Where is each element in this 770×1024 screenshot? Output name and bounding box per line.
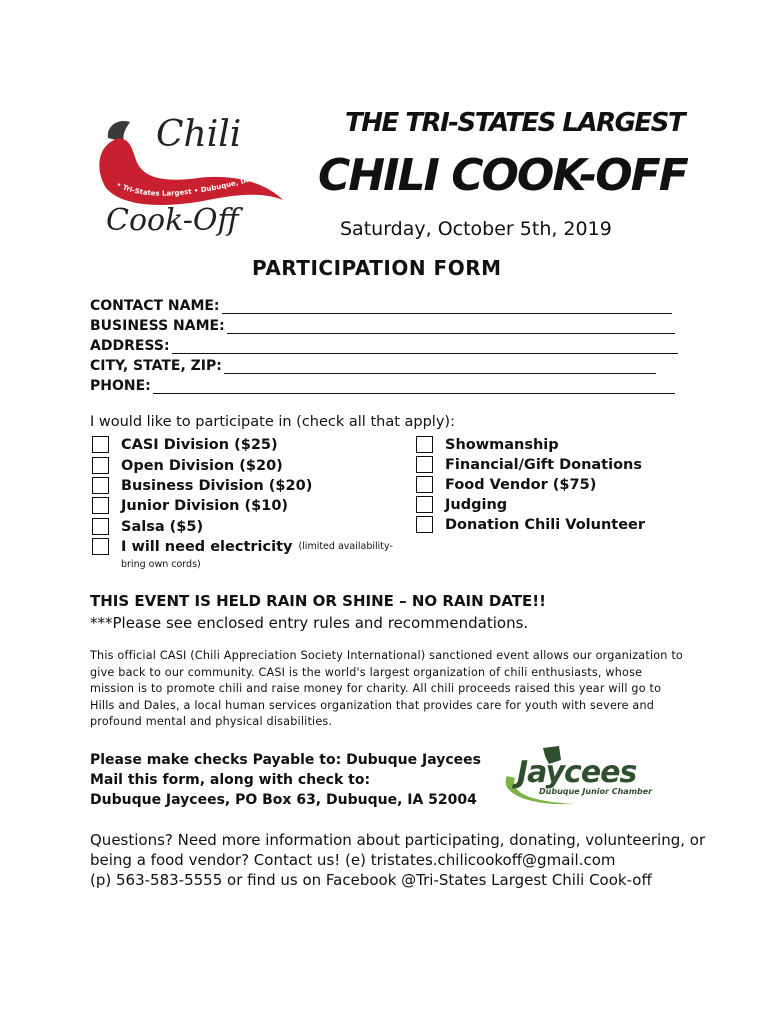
- rain-or-shine-notice: THIS EVENT IS HELD RAIN OR SHINE – NO RAIN DATE!!: [90, 592, 546, 610]
- form-title: PARTICIPATION FORM: [252, 256, 502, 280]
- business-name-field[interactable]: [90, 314, 675, 334]
- business-name-label: BUSINESS NAME:: [90, 318, 225, 334]
- checkbox[interactable]: [416, 496, 433, 513]
- phone-label: PHONE:: [90, 378, 151, 394]
- contact-name-field[interactable]: [90, 294, 672, 314]
- checkbox[interactable]: [92, 457, 109, 474]
- option-open-division[interactable]: [92, 457, 283, 474]
- option-salsa[interactable]: [92, 518, 203, 535]
- jaycees-tagline: Dubuque Junior Chamber: [539, 787, 653, 796]
- jaycees-wordmark: Jaycees: [517, 755, 637, 790]
- checkbox[interactable]: [92, 477, 109, 494]
- option-label: Business Division ($20): [121, 477, 313, 494]
- option-label: Open Division ($20): [121, 457, 283, 474]
- checkbox[interactable]: [92, 538, 109, 555]
- questions-line-1: Questions? Need more information about participating, donating, volunteering, or: [90, 831, 706, 849]
- logo-ribbon-text: • Tri-States Largest • Dubuque, IA •: [115, 174, 257, 198]
- option-label: I will need electricity: [121, 538, 293, 555]
- option-junior-division[interactable]: [92, 497, 288, 514]
- checkbox[interactable]: [92, 436, 109, 453]
- option-casi-division[interactable]: [92, 436, 278, 453]
- option-label: Judging: [445, 496, 508, 513]
- option-label: Showmanship: [445, 436, 559, 453]
- casi-description: This official CASI (Chili Appreciation Society International) sanctioned event allows our organization to give back to our community. CASI is the world's largest organization of chili enthusiasts, whose mission is to promote chili and raise money for charity. All chili proceeds raised this year will go to Hills and Dales, a local human services organization that provides care for youth with severe and profound mental and physical disabilities.: [90, 649, 683, 729]
- headline-chili-cookoff: CHILI COOK-OFF: [318, 150, 687, 201]
- contact-name-line[interactable]: [222, 299, 672, 314]
- option-label: Junior Division ($10): [121, 497, 289, 514]
- checkbox[interactable]: [92, 518, 109, 535]
- checkbox[interactable]: [416, 436, 433, 453]
- checkbox[interactable]: [92, 497, 109, 514]
- participation-intro: I would like to participate in (check all that apply):: [90, 414, 455, 430]
- option-donation-chili-volunteer[interactable]: [416, 516, 645, 533]
- payable-to: Please make checks Payable to: Dubuque Jaycees: [90, 752, 481, 768]
- checkbox[interactable]: [416, 516, 433, 533]
- logo-word-cookoff: Cook-Off: [106, 203, 239, 238]
- address-field[interactable]: [90, 334, 678, 354]
- option-food-vendor[interactable]: [416, 476, 596, 493]
- option-label: Salsa ($5): [121, 518, 204, 535]
- option-label: CASI Division ($25): [121, 436, 278, 453]
- address-line[interactable]: [172, 339, 678, 354]
- event-date: Saturday, October 5th, 2019: [340, 218, 612, 240]
- questions-line-3: (p) 563-583-5555 or find us on Facebook @Tri-States Largest Chili Cook-off: [90, 871, 652, 889]
- option-financial-gift-donations[interactable]: [416, 456, 642, 473]
- mailing-address: Dubuque Jaycees, PO Box 63, Dubuque, IA 52004: [90, 792, 477, 808]
- business-name-line[interactable]: [227, 319, 675, 334]
- option-judging[interactable]: [416, 496, 507, 513]
- headline-tri-states: THE TRI-STATES LARGEST: [345, 108, 685, 138]
- option-business-division[interactable]: [92, 477, 312, 494]
- electricity-note-continued: bring own cords): [121, 559, 201, 570]
- checkbox[interactable]: [416, 456, 433, 473]
- checkbox[interactable]: [416, 476, 433, 493]
- option-label: Financial/Gift Donations: [445, 456, 643, 473]
- entry-rules-note: ***Please see enclosed entry rules and recommendations.: [90, 614, 529, 632]
- city-state-zip-line[interactable]: [224, 359, 656, 374]
- option-showmanship[interactable]: [416, 436, 559, 453]
- option-label: Donation Chili Volunteer: [445, 516, 646, 533]
- address-label: ADDRESS:: [90, 338, 170, 354]
- phone-line[interactable]: [153, 379, 675, 394]
- city-state-zip-field[interactable]: [90, 354, 656, 374]
- phone-field[interactable]: [90, 374, 675, 394]
- option-electricity[interactable]: [92, 538, 393, 555]
- mail-instructions: Mail this form, along with check to:: [90, 772, 371, 788]
- logo-word-chili: Chili: [156, 114, 242, 155]
- city-state-zip-label: CITY, STATE, ZIP:: [90, 358, 222, 374]
- option-label: Food Vendor ($75): [445, 476, 597, 493]
- chili-cookoff-logo: [88, 108, 288, 243]
- contact-name-label: CONTACT NAME:: [90, 298, 220, 314]
- jaycees-logo: [495, 742, 685, 808]
- questions-line-2: being a food vendor? Contact us! (e) tristates.chilicookoff@gmail.com: [90, 851, 616, 869]
- electricity-note: (limited availability-: [298, 541, 393, 552]
